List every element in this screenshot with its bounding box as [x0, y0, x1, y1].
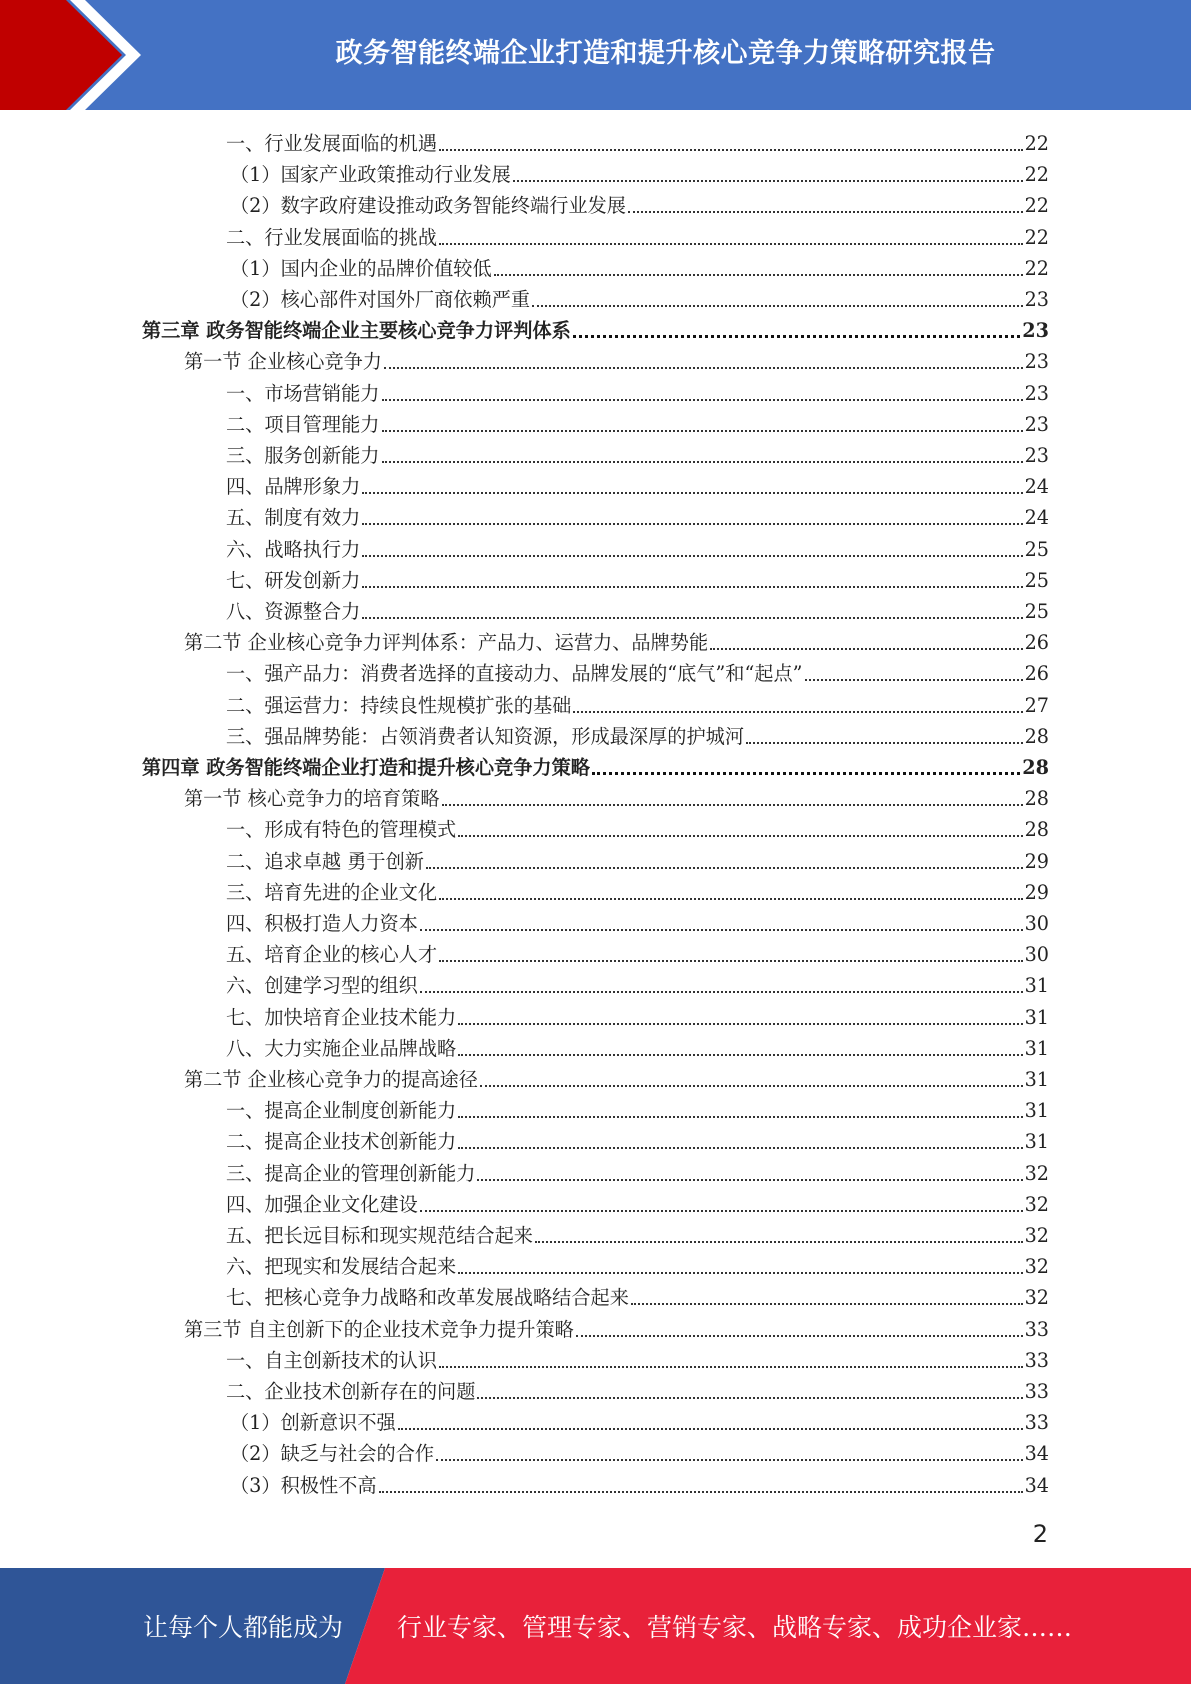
- toc-entry[interactable]: [226, 1156, 1049, 1187]
- toc-dot-leader: [439, 149, 1023, 151]
- toc-dot-leader: [458, 1023, 1022, 1025]
- toc-entry-page: 31: [1024, 1130, 1049, 1154]
- toc-entry[interactable]: [226, 376, 1049, 407]
- toc-dot-leader: [494, 274, 1023, 276]
- toc-entry-page: 28: [1024, 787, 1049, 811]
- toc-dot-leader: [746, 742, 1023, 744]
- toc-entry[interactable]: [226, 500, 1049, 531]
- toc-entry[interactable]: [226, 1124, 1049, 1155]
- toc-entry[interactable]: [230, 1405, 1049, 1436]
- toc-dot-leader: [535, 1241, 1023, 1243]
- toc-entry[interactable]: [226, 968, 1049, 999]
- toc-dot-leader: [436, 1459, 1022, 1461]
- toc-entry-page: 28: [1022, 756, 1049, 779]
- toc-entry[interactable]: [226, 1249, 1049, 1280]
- toc-entry[interactable]: [230, 251, 1049, 282]
- toc-entry[interactable]: [226, 1218, 1049, 1249]
- toc-dot-leader: [382, 399, 1023, 401]
- toc-entry[interactable]: [230, 157, 1049, 188]
- toc-entry-label: 二、强运营力：持续良性规模扩张的基础: [226, 693, 572, 717]
- toc-entry[interactable]: [226, 844, 1049, 875]
- toc-dot-leader: [420, 991, 1023, 993]
- toc-dot-leader: [477, 1179, 1022, 1181]
- toc-dot-leader: [477, 1397, 1022, 1399]
- toc-entry-label: 三、服务创新能力: [226, 444, 380, 467]
- toc-entry[interactable]: [184, 1312, 1049, 1343]
- toc-dot-leader: [439, 1366, 1023, 1368]
- toc-entry[interactable]: [184, 625, 1049, 656]
- toc-dot-leader: [362, 492, 1022, 494]
- toc-entry-page: 22: [1024, 163, 1049, 187]
- toc-entry[interactable]: [226, 407, 1049, 438]
- toc-entry-page: 23: [1024, 412, 1049, 436]
- toc-entry[interactable]: [230, 188, 1049, 219]
- toc-dot-leader: [384, 367, 1023, 369]
- toc-entry-label: （2）数字政府建设推动政务智能终端行业发展: [230, 194, 626, 218]
- toc-entry-page: 31: [1024, 1099, 1049, 1123]
- toc-entry-label: 六、战略执行力: [226, 537, 361, 561]
- toc-entry-page: 33: [1024, 1380, 1049, 1403]
- toc-entry[interactable]: [230, 282, 1049, 313]
- toc-entry[interactable]: [230, 1468, 1049, 1499]
- toc-entry-page: 30: [1024, 943, 1049, 967]
- toc-entry-label: （1）国内企业的品牌价值较低: [230, 256, 492, 280]
- toc-entry[interactable]: [226, 1187, 1049, 1218]
- toc-dot-leader: [458, 1147, 1022, 1149]
- toc-entry-label: 三、强品牌势能：占领消费者认知资源，形成最深厚的护城河: [226, 724, 745, 748]
- toc-entry-page: 31: [1024, 1068, 1049, 1091]
- page-number: 2: [1032, 1520, 1048, 1548]
- toc-entry-page: 22: [1024, 256, 1049, 280]
- toc-entry-label: 六、创建学习型的组织: [226, 974, 418, 998]
- toc-dot-leader: [382, 461, 1023, 463]
- toc-dot-leader: [592, 772, 1020, 775]
- toc-entry-page: 32: [1024, 1192, 1049, 1216]
- toc-entry-page: 23: [1024, 350, 1049, 374]
- toc-dot-leader: [362, 523, 1022, 525]
- toc-dot-leader: [458, 1116, 1022, 1118]
- toc-entry-label: 第一节 企业核心竞争力: [184, 350, 382, 374]
- toc-dot-leader: [573, 711, 1022, 713]
- toc-entry-page: 25: [1024, 600, 1049, 623]
- toc-dot-leader: [362, 617, 1022, 619]
- toc-entry-label: 七、把核心竞争力战略和改革发展战略结合起来: [226, 1286, 629, 1310]
- page-header: [0, 0, 1191, 110]
- toc-dot-leader: [458, 1272, 1022, 1274]
- toc-entry-label: 一、提高企业制度创新能力: [226, 1099, 457, 1123]
- toc-entry[interactable]: [226, 438, 1049, 469]
- toc-entry-page: 22: [1024, 194, 1049, 218]
- toc-entry-label: 八、大力实施企业品牌战略: [226, 1036, 457, 1060]
- toc-entry-page: 25: [1024, 568, 1049, 592]
- toc-entry-label: 一、自主创新技术的认识: [226, 1348, 438, 1372]
- toc-entry-label: （3）积极性不高: [230, 1473, 377, 1497]
- toc-entry-page: 31: [1024, 974, 1049, 998]
- toc-entry-page: 25: [1024, 537, 1049, 561]
- toc-entry-label: 二、行业发展面临的挑战: [226, 225, 438, 249]
- toc-entry-label: 一、行业发展面临的机遇: [226, 132, 438, 155]
- toc-entry-label: （1）创新意识不强: [230, 1411, 396, 1435]
- toc-entry[interactable]: [226, 875, 1049, 906]
- toc-entry-label: （2）核心部件对国外厂商依赖严重: [230, 288, 531, 311]
- toc-dot-leader: [710, 648, 1022, 650]
- toc-entry-page: 31: [1024, 1005, 1049, 1029]
- toc-entry[interactable]: [226, 906, 1049, 937]
- toc-entry[interactable]: [226, 594, 1049, 625]
- toc-entry-label: 二、提高企业技术创新能力: [226, 1130, 457, 1154]
- toc-entry-label: 三、培育先进的企业文化: [226, 880, 438, 904]
- toc-entry[interactable]: [226, 656, 1049, 687]
- toc-entry-page: 32: [1024, 1224, 1049, 1247]
- toc-entry-page: 23: [1022, 319, 1049, 343]
- toc-entry[interactable]: [226, 1343, 1049, 1374]
- toc-entry-page: 28: [1024, 724, 1049, 748]
- toc-dot-leader: [442, 804, 1023, 806]
- toc-entry-page: 23: [1024, 288, 1049, 311]
- toc-entry[interactable]: [226, 688, 1049, 719]
- toc-entry-label: （2）缺乏与社会的合作: [230, 1442, 435, 1466]
- toc-entry[interactable]: [226, 1031, 1049, 1062]
- toc-entry-label: 七、研发创新力: [226, 568, 361, 592]
- toc-entry-label: 三、提高企业的管理创新能力: [226, 1161, 476, 1185]
- footer-slogan-left: 让每个人都能成为: [143, 1613, 344, 1642]
- toc-entry-page: 22: [1024, 132, 1049, 155]
- toc-entry-label: 五、制度有效力: [226, 506, 361, 530]
- toc-dot-leader: [362, 586, 1022, 588]
- document-title: 政务智能终端企业打造和提升核心竞争力策略研究报告: [335, 37, 996, 69]
- toc-dot-leader: [382, 430, 1023, 432]
- toc-entry-page: 26: [1024, 662, 1049, 686]
- toc-entry[interactable]: [226, 220, 1049, 251]
- toc-entry-page: 28: [1024, 818, 1049, 842]
- toc-entry[interactable]: [226, 1374, 1049, 1405]
- toc-entry-label: 四、加强企业文化建设: [226, 1192, 418, 1216]
- toc-entry[interactable]: [142, 750, 1049, 781]
- toc-entry-page: 33: [1024, 1411, 1049, 1435]
- toc-entry-page: 29: [1024, 880, 1049, 904]
- toc-dot-leader: [573, 335, 1020, 338]
- toc-dot-leader: [480, 1085, 1023, 1087]
- page-footer: [0, 1568, 1191, 1684]
- toc-entry[interactable]: [226, 937, 1049, 968]
- toc-entry-label: 八、资源整合力: [226, 600, 361, 623]
- toc-entry[interactable]: [226, 563, 1049, 594]
- toc-dot-leader: [513, 180, 1023, 182]
- toc-entry-label: 第四章 政务智能终端企业打造和提升核心竞争力策略: [142, 756, 590, 779]
- toc-entry[interactable]: [184, 344, 1049, 375]
- toc-entry-page: 33: [1024, 1348, 1049, 1372]
- toc-entry-label: 二、企业技术创新存在的问题: [226, 1380, 476, 1403]
- toc-entry[interactable]: [226, 1000, 1049, 1031]
- toc-entry[interactable]: [226, 1093, 1049, 1124]
- toc-entry-page: 31: [1024, 1036, 1049, 1060]
- toc-entry-page: 24: [1024, 506, 1049, 530]
- toc-entry-label: 四、品牌形象力: [226, 475, 361, 499]
- toc-dot-leader: [362, 555, 1022, 557]
- toc-entry[interactable]: [226, 532, 1049, 563]
- toc-dot-leader: [631, 1303, 1023, 1305]
- toc-entry[interactable]: [226, 719, 1049, 750]
- toc-entry-page: 32: [1024, 1255, 1049, 1279]
- toc-entry-page: 24: [1024, 475, 1049, 499]
- toc-dot-leader: [420, 929, 1023, 931]
- toc-entry-page: 33: [1024, 1317, 1049, 1341]
- toc-entry-label: 一、强产品力：消费者选择的直接动力、品牌发展的“底气”和“起点”: [226, 662, 803, 686]
- toc-entry-label: 六、把现实和发展结合起来: [226, 1255, 457, 1279]
- toc-entry-label: 第三节 自主创新下的企业技术竞争力提升策略: [184, 1317, 574, 1341]
- toc-entry[interactable]: [184, 1062, 1049, 1093]
- toc-entry[interactable]: [230, 1436, 1049, 1467]
- toc-entry-label: 五、把长远目标和现实规范结合起来: [226, 1224, 533, 1247]
- toc-entry-page: 29: [1024, 849, 1049, 873]
- toc-entry-label: 第二节 企业核心竞争力的提高途径: [184, 1068, 478, 1091]
- toc-dot-leader: [628, 211, 1023, 213]
- footer-slogan-right: 行业专家、管理专家、营销专家、战略专家、成功企业家……: [397, 1613, 1073, 1642]
- toc-dot-leader: [439, 243, 1023, 245]
- toc-entry-page: 22: [1024, 225, 1049, 249]
- toc-dot-leader: [439, 960, 1023, 962]
- toc-entry-label: 五、培育企业的核心人才: [226, 943, 438, 967]
- toc-entry-page: 34: [1024, 1442, 1049, 1466]
- toc-entry-label: （1）国家产业政策推动行业发展: [230, 163, 511, 187]
- toc-dot-leader: [420, 1210, 1023, 1212]
- toc-entry-label: 四、积极打造人力资本: [226, 912, 418, 935]
- toc-dot-leader: [379, 1491, 1023, 1493]
- header-arrow-decoration: [0, 0, 160, 110]
- toc-entry[interactable]: [226, 469, 1049, 500]
- toc-entry-label: 二、项目管理能力: [226, 412, 380, 436]
- toc-entry-page: 23: [1024, 444, 1049, 467]
- toc-dot-leader: [458, 1054, 1022, 1056]
- toc-entry[interactable]: [142, 313, 1049, 344]
- toc-entry-page: 30: [1024, 912, 1049, 935]
- toc-entry-page: 32: [1024, 1161, 1049, 1185]
- toc-entry-page: 32: [1024, 1286, 1049, 1310]
- toc-entry-label: 一、形成有特色的管理模式: [226, 818, 457, 842]
- toc-entry-label: 第三章 政务智能终端企业主要核心竞争力评判体系: [142, 319, 571, 343]
- toc-entry-label: 第二节 企业核心竞争力评判体系：产品力、运营力、品牌势能: [184, 631, 709, 655]
- toc-entry-label: 七、加快培育企业技术能力: [226, 1005, 457, 1029]
- toc-dot-leader: [805, 679, 1023, 681]
- toc-entry-label: 一、市场营销能力: [226, 381, 380, 405]
- toc-entry-page: 34: [1024, 1473, 1049, 1497]
- toc-entry[interactable]: [226, 1280, 1049, 1311]
- toc-entry-label: 二、追求卓越 勇于创新: [226, 849, 424, 873]
- toc-entry-page: 27: [1024, 693, 1049, 717]
- toc-entry-label: 第一节 核心竞争力的培育策略: [184, 787, 440, 811]
- toc-entry-page: 23: [1024, 381, 1049, 405]
- toc-dot-leader: [439, 898, 1023, 900]
- toc-dot-leader: [426, 867, 1023, 869]
- toc-entry[interactable]: [226, 812, 1049, 843]
- toc-dot-leader: [398, 1428, 1023, 1430]
- toc-entry[interactable]: [226, 126, 1049, 157]
- toc-dot-leader: [576, 1335, 1023, 1337]
- toc-dot-leader: [458, 835, 1022, 837]
- toc-dot-leader: [532, 305, 1023, 307]
- toc-entry-page: 26: [1024, 631, 1049, 655]
- toc-entry[interactable]: [184, 781, 1049, 812]
